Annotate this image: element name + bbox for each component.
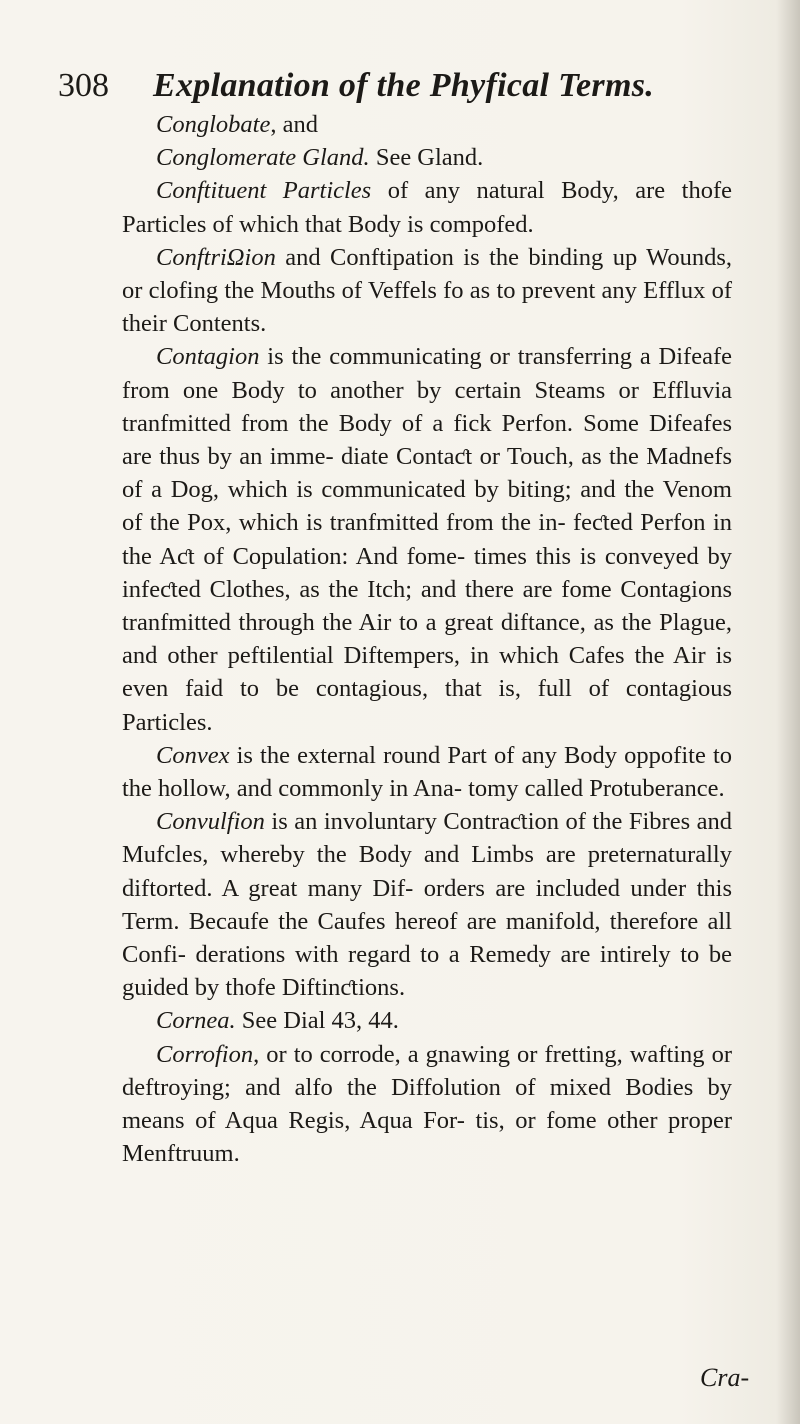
entry-text: is the communicating or transferring a Difeafe from one Body to another by certain Steams or Effluvia tranfmitted from the Body of a fick Perfon. Some Difeafes are thus by an imme- diate Contaƈt or Touch, as the Madnefs of a Dog, which is communicated by biting; and the Venom of the Pox, which is tranfmitted from the in- feƈted Perfon in the Aƈt of Copulation: And fome- times this is conveyed by infeƈted Clothes, as the Itch; and there are fome Contagions tranfmitted through the Air to a great diftance, as the Plague, and other peftilential Diftempers, in which Cafes the Air is even faid to be contagious, that is, full of contagious Particles. <box>122 343 732 736</box>
entry-term: Conglomerate Gland. <box>156 144 370 172</box>
entry-term: Conglobate <box>156 111 271 138</box>
entry-conglomerate <box>122 141 732 174</box>
entry-term: Convex <box>156 741 230 769</box>
entry-cornea <box>122 1004 732 1037</box>
entry-term: Cornea. <box>156 1007 236 1035</box>
entry-text: See Dial 43, 44. <box>235 1007 399 1035</box>
entry-text: of any natural Body, are thofe Particles of which that Body is compofed. <box>122 177 732 238</box>
entry-convex <box>122 739 732 805</box>
entry-conftituent <box>122 174 732 240</box>
entry-corrofion <box>122 1038 732 1171</box>
entry-term: Convulfion <box>156 808 265 836</box>
entry-term: Corrofion <box>156 1040 254 1068</box>
entry-text: , or to corrode, a gnawing or fretting, wafting or deftroying; and alfo the Diffolution of mixed Bodies by means of Aqua Regis, Aqua For- tis, or fome other proper Menftruum. <box>122 1040 732 1168</box>
entry-text: , and <box>270 111 318 138</box>
entry-conftriction <box>122 241 732 341</box>
entry-text: and Conftipation is the binding up Wounds, or clofing the Mouths of Veffels fo as to prevent any Efflux of their Contents. <box>122 243 732 338</box>
page-header <box>58 66 758 106</box>
entry-conglobate <box>122 108 732 141</box>
entry-convulfion <box>122 805 732 1004</box>
entry-text: is the external round Part of any Body oppofite to the hollow, and commonly in Ana- tomy called Protuberance. <box>122 741 732 803</box>
glossary-body <box>122 108 732 1171</box>
entry-term: Contagion <box>156 343 260 371</box>
catchword: Cra- <box>700 1363 750 1392</box>
running-head: Explanation of the Phyfical Terms. <box>153 67 655 104</box>
entry-term: Conftituent Particles <box>156 177 372 205</box>
entry-term: ConftriΩion <box>156 243 276 271</box>
entry-contagion <box>122 340 732 738</box>
entry-text: See Gland. <box>369 144 484 172</box>
page-number: 308 <box>58 67 109 104</box>
entry-text: is an involuntary Contraƈtion of the Fibres and Mufcles, whereby the Body and Limbs are preternaturally diftorted. A great many Dif- orders are included under this Term. Becaufe the Caufes hereof are manifold, therefore all Confi- derations with regard to a Remedy are intirely to be guided by thofe Diftinƈtions. <box>122 808 732 1002</box>
